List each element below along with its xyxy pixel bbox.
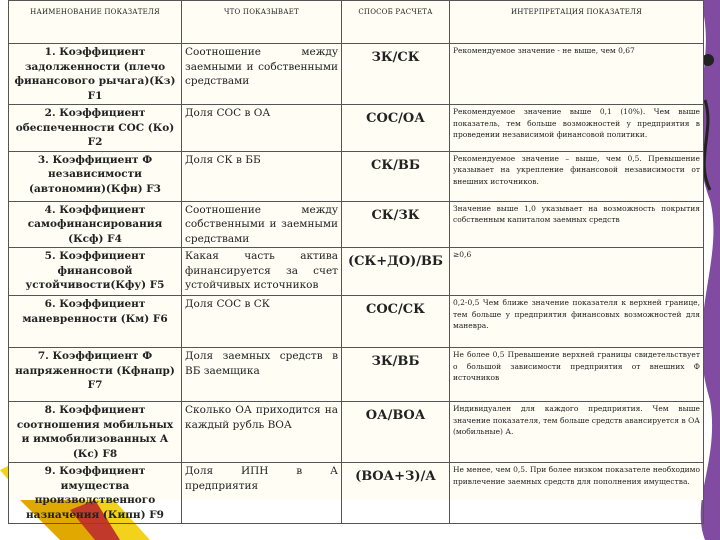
indicators-table-sheet [8, 0, 703, 521]
indicator-formula: СОС/СК [342, 296, 450, 348]
indicator-name: 8. Коэффициент соотношения мобильных и иммобилизованных А (Кс) F8 [9, 402, 182, 463]
indicator-name: 9. Коэффициент имущества производственного назначения (Кипн) F9 [9, 463, 182, 524]
indicator-interpretation: Значение выше 1,0 указывает на возможность покрытия собственным капиталом заемных средств [450, 201, 704, 248]
indicator-name: 5. Коэффициент финансовой устойчивости(Кфу) F5 [9, 248, 182, 296]
indicator-formula: СК/ЗК [342, 201, 450, 248]
indicator-formula: (ВОА+З)/А [342, 463, 450, 524]
indicator-interpretation: Не более 0,5 Превышение верхней границы свидетельствует о большой зависимости предприятия от внешних Ф источников [450, 348, 704, 402]
indicator-name: 1. Коэффициент задолженности (плечо финансового рычага)(Кз) F1 [9, 44, 182, 105]
indicator-interpretation: Рекомендуемое значение выше 0,1 (10%). Чем выше показатель, тем больше возможностей у предприятия в проведении независимой финансовой политики. [450, 105, 704, 152]
indicator-meaning: Доля ИПН в А предприятия [182, 463, 342, 524]
table-row [9, 348, 704, 402]
table-row [9, 44, 704, 105]
table-row [9, 105, 704, 152]
indicator-formula: ЗК/СК [342, 44, 450, 105]
indicator-meaning: Доля заемных средств в ВБ заемщика [182, 348, 342, 402]
indicator-meaning: Доля СК в ББ [182, 151, 342, 201]
header-calculation-method: СПОСОБ РАСЧЕТА [342, 1, 450, 44]
indicator-meaning: Сколько ОА приходится на каждый рубль ВОА [182, 402, 342, 463]
financial-indicators-table [8, 0, 704, 524]
table-row [9, 151, 704, 201]
table-row [9, 463, 704, 524]
indicator-meaning: Соотношение между заемными и собственными средствами [182, 44, 342, 105]
header-indicator-name: НАИМЕНОВАНИЕ ПОКАЗАТЕЛЯ [9, 1, 182, 44]
indicator-interpretation: Рекомендуемое значение – выше, чем 0,5. Превышение указывает на укрепление финансовой независимости от внешних источников. [450, 151, 704, 201]
indicator-name: 6. Коэффициент маневренности (Км) F6 [9, 296, 182, 348]
indicator-formula: ЗК/ВБ [342, 348, 450, 402]
header-interpretation: ИНТЕРПРЕТАЦИЯ ПОКАЗАТЕЛЯ [450, 1, 704, 44]
header-what-it-shows: ЧТО ПОКАЗЫВАЕТ [182, 1, 342, 44]
indicator-interpretation: 0,2-0,5 Чем ближе значение показателя к верхней границе, тем больше у предприятия финансовых возможностей для маневра. [450, 296, 704, 348]
table-row [9, 296, 704, 348]
indicator-meaning: Доля СОС в СК [182, 296, 342, 348]
indicator-formula: ОА/ВОА [342, 402, 450, 463]
indicator-name: 2. Коэффициент обеспеченности СОС (Ко) F2 [9, 105, 182, 152]
indicator-name: 4. Коэффициент самофинансирования (Ксф) F4 [9, 201, 182, 248]
table-row [9, 248, 704, 296]
indicator-meaning: Соотношение между собственными и заемными средствами [182, 201, 342, 248]
indicator-name: 7. Коэффициент Ф напряженности (Кфнапр) F7 [9, 348, 182, 402]
table-row [9, 201, 704, 248]
table-header-row [9, 1, 704, 44]
indicator-interpretation: Не менее, чем 0,5. При более низком показателе необходимо привлечение заемных средств для пополнения имущества. [450, 463, 704, 524]
indicator-interpretation: Индивидуален для каждого предприятия. Чем выше значение показателя, тем больше средств авансируется в ОА (мобильные) А. [450, 402, 704, 463]
indicator-formula: СК/ВБ [342, 151, 450, 201]
indicator-meaning: Какая часть актива финансируется за счет устойчивых источников [182, 248, 342, 296]
indicator-formula: СОС/ОА [342, 105, 450, 152]
indicator-formula: (СК+ДО)/ВБ [342, 248, 450, 296]
indicator-meaning: Доля СОС в ОА [182, 105, 342, 152]
table-row [9, 402, 704, 463]
indicator-interpretation: Рекомендуемое значение - не выше, чем 0,67 [450, 44, 704, 105]
indicator-name: 3. Коэффициент Ф независимости (автономии)(Кфн) F3 [9, 151, 182, 201]
indicator-interpretation: ≥0,6 [450, 248, 704, 296]
